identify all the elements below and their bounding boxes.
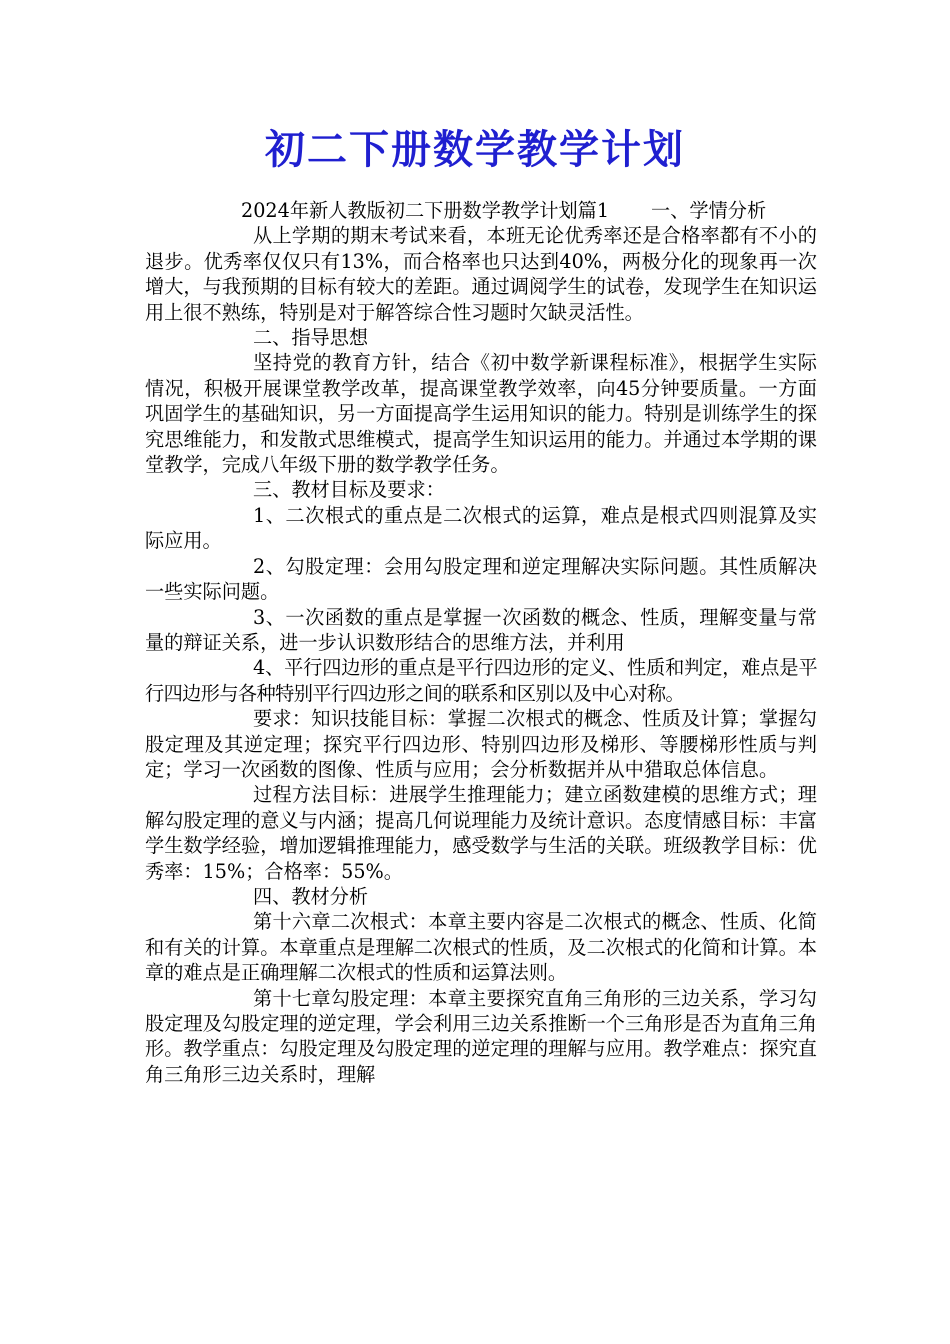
section-heading-goals: 三、教材目标及要求： <box>253 478 445 502</box>
goal-item-3: 3、一次函数的重点是掌握一次函数的概念、性质，理解变量与常量的辩证关系，进一步认识数形结合的思维方法，并利用 <box>145 605 817 654</box>
paragraph-chapter-17: 第十七章勾股定理：本章主要探究直角三角形的三边关系，学习勾股定理及勾股定理的逆定理，学会利用三边关系推断一个三角形是否为直角三角形。教学重点：勾股定理及勾股定理的逆定理的理解与应用。教学难点：探究直角三角形三边关系时，理解 <box>145 986 817 1086</box>
paragraph-process-goals: 过程方法目标：进展学生推理能力；建立函数建模的思维方式；理解勾股定理的意义与内涵；提高几何说理能力及统计意识。态度情感目标：丰富学生数学经验，增加逻辑推理能力，感受数学与生活的关联。班级教学目标：优秀率：15%；合格率：55%。 <box>145 783 817 883</box>
lead-paragraph <box>145 198 817 223</box>
document-title: 初二下册数学教学计划 <box>265 127 685 173</box>
document-body <box>145 198 817 1087</box>
goal-item-4: 4、平行四边形的重点是平行四边形的定义、性质和判定，难点是平行四边形与各种特别平行四边形之间的联系和区别以及中心对称。 <box>145 656 817 705</box>
paragraph-requirements: 要求：知识技能目标：掌握二次根式的概念、性质及计算；掌握勾股定理及其逆定理；探究平行四边形、特别四边形及梯形、等腰梯形性质与判定；学习一次函数的图像、性质与应用；会分析数据并从中猎取总体信息。 <box>145 707 817 781</box>
section-heading-analysis: 一、学情分析 <box>651 199 767 222</box>
section-heading-guiding: 二、指导思想 <box>253 326 369 350</box>
goal-item-1: 1、二次根式的重点是二次根式的运算，难点是根式四则混算及实际应用。 <box>145 503 817 553</box>
lead-heading: 2024年新人教版初二下册数学教学计划篇1 <box>241 199 610 222</box>
paragraph-analysis: 从上学期的期末考试来看，本班无论优秀率还是合格率都有不小的退步。优秀率仅仅只有13%，而合格率也只达到40%，两极分化的现象再一次增大，与我预期的目标有较大的差距。通过调阅学生的试卷，发现学生在知识运用上很不熟练，特别是对于解答综合性习题时欠缺灵活性。 <box>145 224 817 324</box>
paragraph-guiding: 坚持党的教育方针，结合《初中数学新课程标准》，根据学生实际情况，积极开展课堂教学改革，提高课堂教学效率，向45分钟要质量。一方面巩固学生的基础知识，另一方面提高学生运用知识的能力。特别是训练学生的探究思维能力，和发散式思维模式，提高学生知识运用的能力。并通过本学期的课堂教学，完成八年级下册的数学教学任务。 <box>145 351 817 477</box>
goal-item-2: 2、勾股定理：会用勾股定理和逆定理解决实际问题。其性质解决一些实际问题。 <box>145 554 817 604</box>
section-heading-textbook: 四、教材分析 <box>253 884 369 908</box>
paragraph-chapter-16: 第十六章二次根式：本章主要内容是二次根式的概念、性质、化简和有关的计算。本章重点是理解二次根式的性质，及二次根式的化简和计算。本章的难点是正确理解二次根式的性质和运算法则。 <box>145 910 817 985</box>
